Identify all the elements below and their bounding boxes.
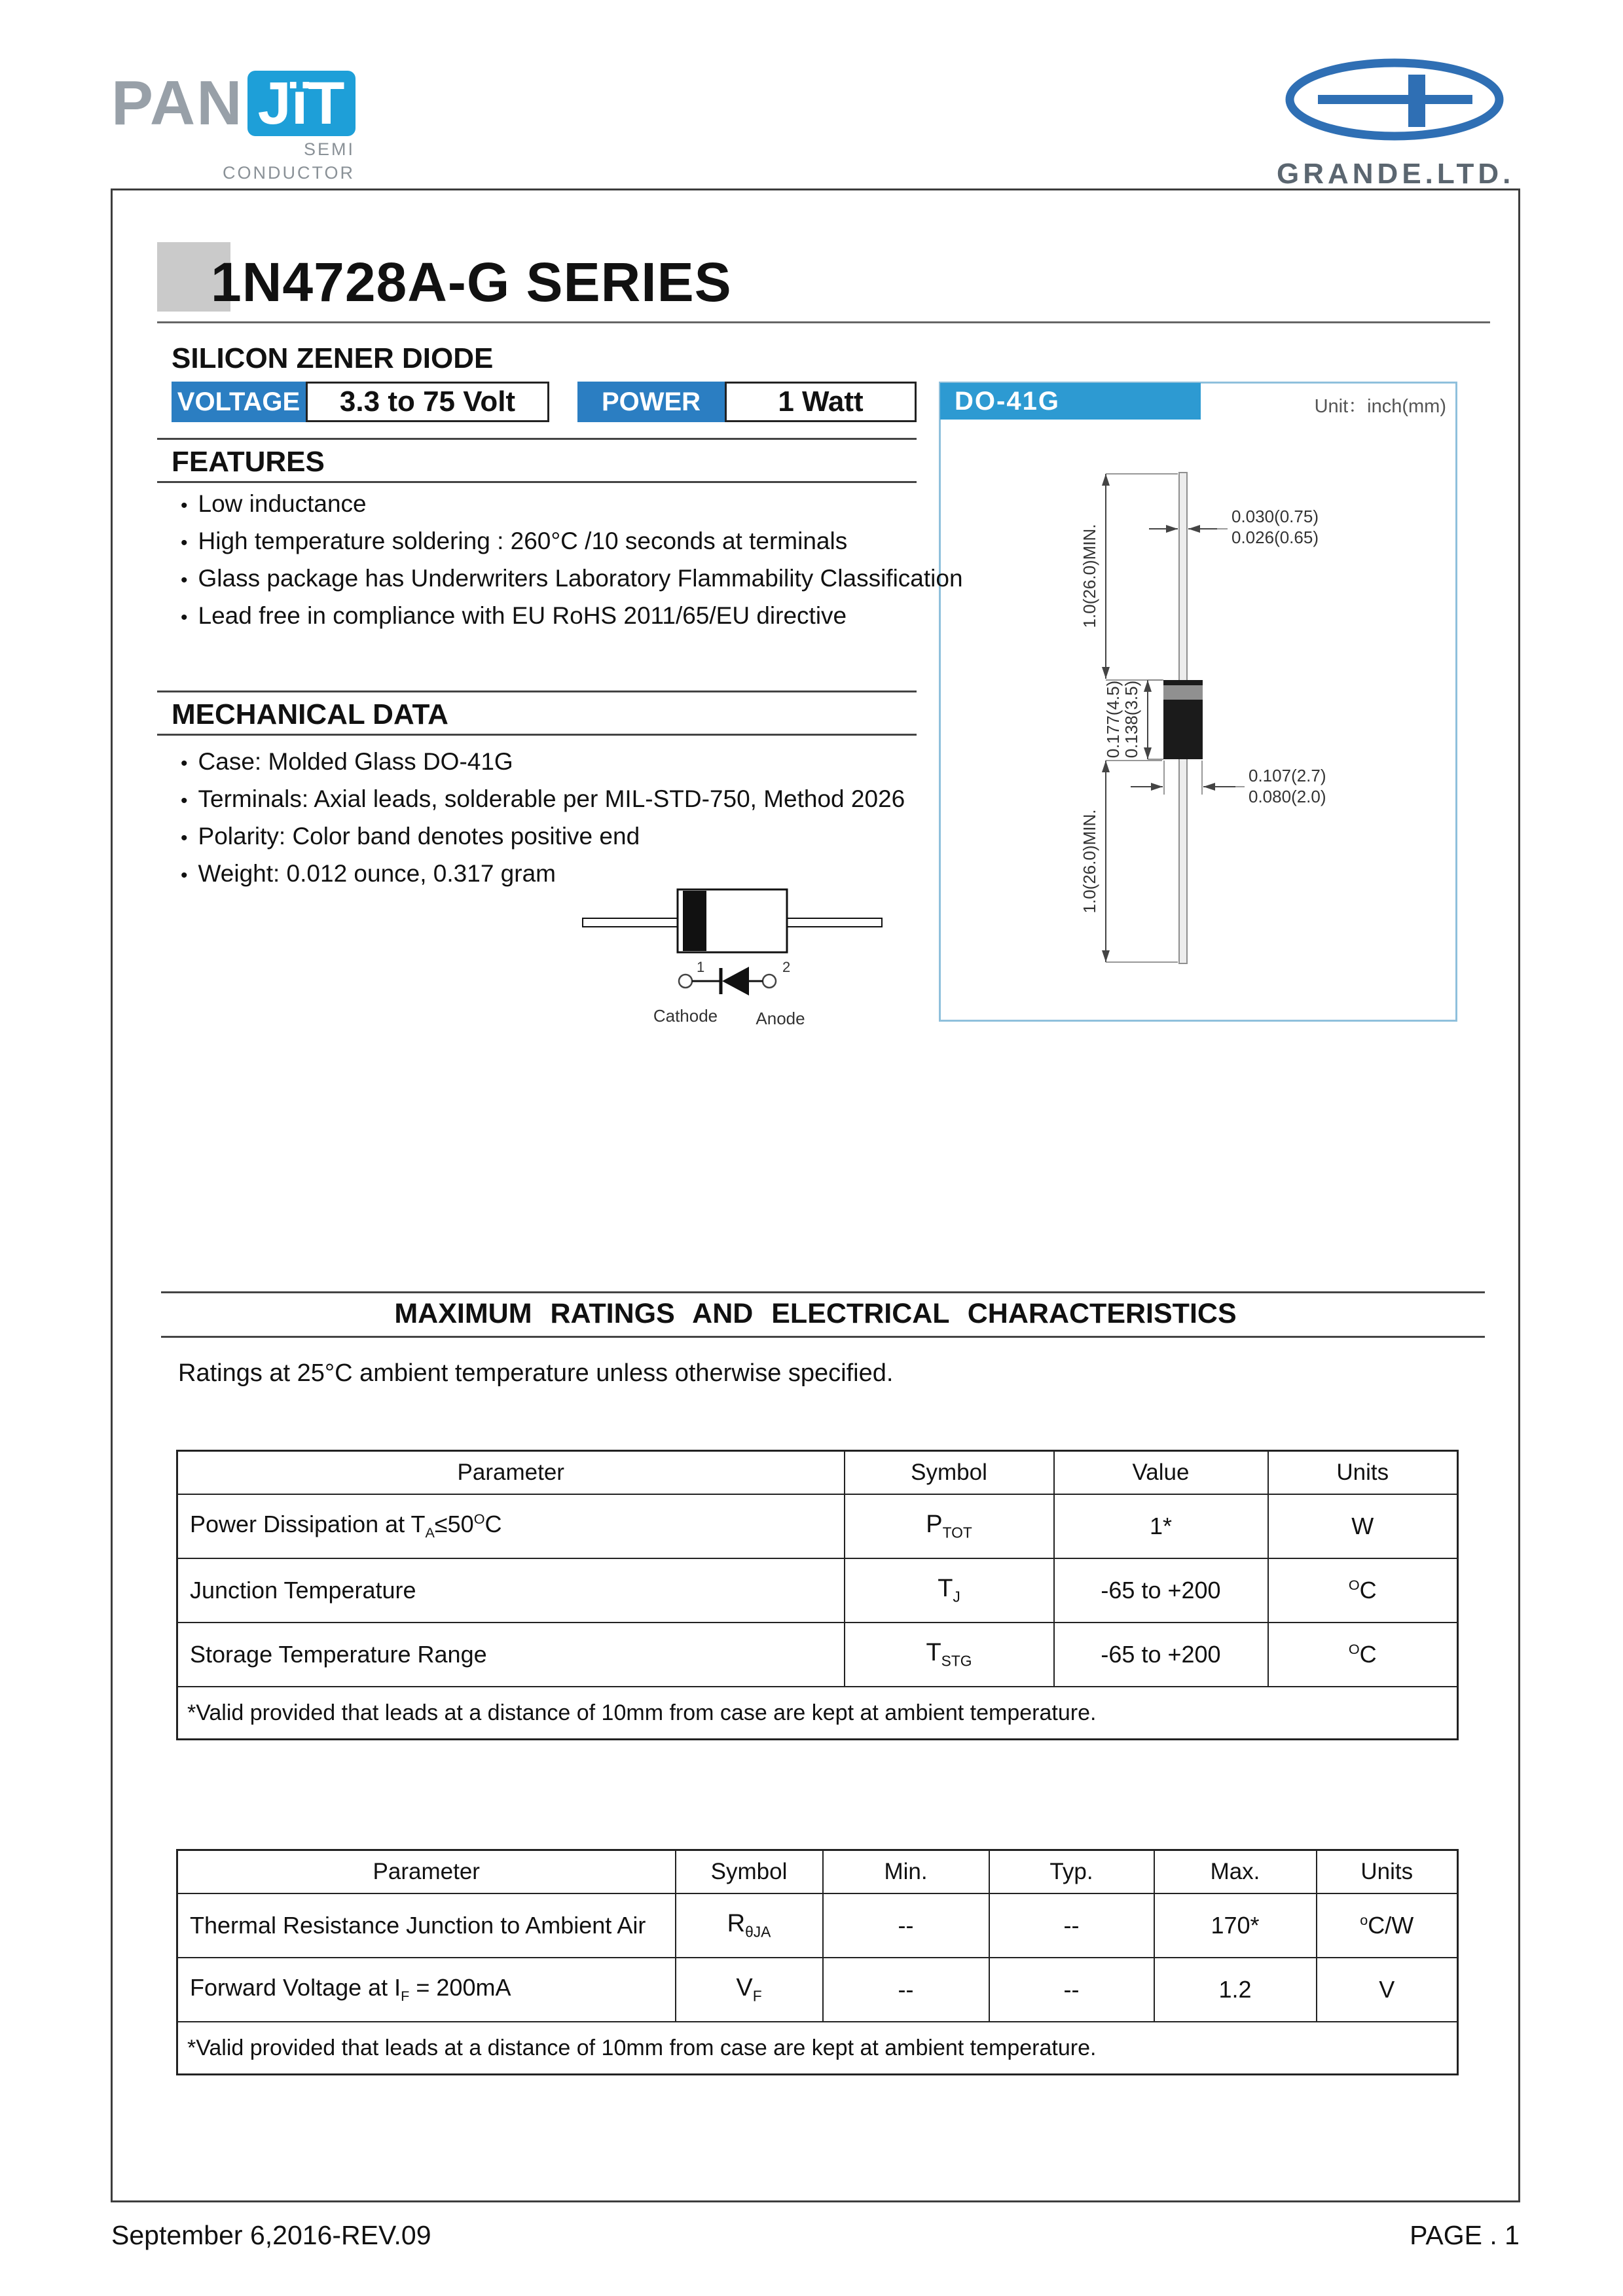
typ-thermal-resistance: -- bbox=[989, 1893, 1154, 1958]
package-panel bbox=[939, 382, 1457, 1022]
dim-body-dia-max-label: 0.107(2.7) bbox=[1249, 766, 1326, 785]
feature-item: • Lead free in compliance with EU RoHS 2011/65/EU directive bbox=[181, 598, 963, 636]
mechanical-item: • Case: Molded Glass DO-41G bbox=[181, 744, 905, 781]
dim-lead-dia-min-label: 0.026(0.65) bbox=[1231, 528, 1319, 547]
grande-logo bbox=[1277, 56, 1515, 190]
feature-item: • Low inductance bbox=[181, 486, 963, 524]
package-dimension-drawing bbox=[941, 420, 1455, 1019]
col-header-value: Value bbox=[1054, 1451, 1268, 1495]
typ-forward-voltage: -- bbox=[989, 1958, 1154, 2022]
package-name-bar: DO-41G bbox=[940, 383, 1201, 420]
mechanical-item: • Terminals: Axial leads, solderable per MIL-STD-750, Method 2026 bbox=[181, 781, 905, 819]
page-title: 1N4728A-G SERIES bbox=[211, 251, 732, 313]
value-storage-temperature: -65 to +200 bbox=[1054, 1623, 1268, 1687]
units-thermal-resistance: $^o$C/W bbox=[1317, 1893, 1458, 1958]
pin1-terminal bbox=[679, 975, 692, 988]
dim-lead-dia-max-label: 0.030(0.75) bbox=[1231, 507, 1319, 526]
table-footnote-row bbox=[177, 1687, 1458, 1740]
content-frame bbox=[111, 188, 1520, 2202]
table-row bbox=[177, 1558, 1458, 1623]
col-header-parameter: Parameter bbox=[177, 1451, 845, 1495]
features-heading: FEATURES bbox=[172, 446, 325, 478]
dim-body-length-max-label: 0.177(4.5) bbox=[1103, 680, 1123, 759]
ratings-rule-bottom bbox=[161, 1336, 1485, 1338]
diode-schematic-symbol bbox=[623, 961, 898, 1033]
col-header-min: Min. bbox=[823, 1850, 989, 1894]
table-header-row bbox=[177, 1451, 1458, 1495]
power-badge-label: POWER bbox=[577, 382, 725, 422]
features-rule-top bbox=[157, 438, 917, 440]
ratings-rule-top bbox=[161, 1291, 1485, 1293]
polarity-band bbox=[683, 891, 706, 951]
col-header-symbol: Symbol bbox=[676, 1850, 823, 1894]
min-thermal-resistance: -- bbox=[823, 1893, 989, 1958]
axial-package-pictogram bbox=[571, 876, 911, 961]
panjit-logo-semi-text: SEMI bbox=[303, 139, 355, 159]
grande-logo-icon bbox=[1280, 56, 1509, 153]
param-thermal-resistance: Thermal Resistance Junction to Ambient Air bbox=[177, 1893, 676, 1958]
units-forward-voltage: V bbox=[1317, 1958, 1458, 2022]
table-header-row bbox=[177, 1850, 1458, 1894]
voltage-badge-value: 3.3 to 75 Volt bbox=[306, 382, 549, 422]
col-header-typ: Typ. bbox=[989, 1850, 1154, 1894]
param-forward-voltage: Forward Voltage at $I_F = 200mA$ bbox=[177, 1958, 676, 2022]
ratings-heading: MAXIMUM RATINGS AND ELECTRICAL CHARACTERISTICS bbox=[394, 1298, 1237, 1329]
param-storage-temperature: Storage Temperature Range bbox=[177, 1623, 845, 1687]
power-badge-value: 1 Watt bbox=[725, 382, 917, 422]
symbol-rtheta-ja: $R_{\theta JA}$ bbox=[676, 1893, 823, 1958]
panjit-logo-pan-text: PAN bbox=[111, 68, 244, 138]
mechanical-rule-bottom bbox=[157, 734, 917, 736]
mechanical-item: • Weight: 0.012 ounce, 0.317 gram bbox=[181, 856, 905, 893]
mechanical-rule-top bbox=[157, 691, 917, 692]
col-header-max: Max. bbox=[1154, 1850, 1317, 1894]
table1-footnote: *Valid provided that leads at a distance of 10mm from case are kept at ambient temperature. bbox=[177, 1687, 1458, 1740]
table-row bbox=[177, 1494, 1458, 1558]
col-header-symbol: Symbol bbox=[845, 1451, 1054, 1495]
package-unit-note: Unit：inch(mm) bbox=[1314, 396, 1446, 417]
max-ratings-table-wrap bbox=[176, 1450, 1459, 1740]
pin2-terminal bbox=[763, 975, 776, 988]
min-forward-voltage: -- bbox=[823, 1958, 989, 2022]
anode-label: Anode bbox=[756, 1009, 805, 1028]
voltage-badge-label: VOLTAGE bbox=[172, 382, 306, 422]
col-header-units: Units bbox=[1317, 1850, 1458, 1894]
units-storage-temperature: $^O$C bbox=[1268, 1623, 1458, 1687]
characteristics-table bbox=[176, 1849, 1459, 2075]
mechanical-heading: MECHANICAL DATA bbox=[172, 698, 448, 730]
cathode-label: Cathode bbox=[653, 1006, 718, 1026]
footer-page-number: PAGE . 1 bbox=[1410, 2220, 1520, 2250]
table2-footnote: *Valid provided that leads at a distance of 10mm from case are kept at ambient temperature. bbox=[177, 2022, 1458, 2075]
title-rule bbox=[157, 321, 1490, 323]
dim-body-dia-min-label: 0.080(2.0) bbox=[1249, 787, 1326, 806]
characteristics-table-wrap bbox=[176, 1849, 1459, 2075]
max-forward-voltage: 1.2 bbox=[1154, 1958, 1317, 2022]
features-rule-bottom bbox=[157, 481, 917, 483]
max-thermal-resistance: 170* bbox=[1154, 1893, 1317, 1958]
symbol-vf: $V_F$ bbox=[676, 1958, 823, 2022]
footer-revision-date: September 6,2016-REV.09 bbox=[111, 2220, 431, 2250]
table-row bbox=[177, 1623, 1458, 1687]
dim-lead-top-label: 1.0(26.0)MIN. bbox=[1080, 524, 1099, 628]
param-junction-temperature: Junction Temperature bbox=[177, 1558, 845, 1623]
col-header-parameter: Parameter bbox=[177, 1850, 676, 1894]
units-junction-temperature: $^O$C bbox=[1268, 1558, 1458, 1623]
table-row bbox=[177, 1958, 1458, 2022]
panjit-logo-jit-box: JïT bbox=[247, 71, 356, 136]
value-power-dissipation: 1* bbox=[1054, 1494, 1268, 1558]
dim-body-length-min-label: 0.138(3.5) bbox=[1122, 680, 1141, 759]
feature-item: • Glass package has Underwriters Laboratory Flammability Classification bbox=[181, 561, 963, 598]
value-junction-temperature: -65 to +200 bbox=[1054, 1558, 1268, 1623]
max-ratings-table bbox=[176, 1450, 1459, 1740]
table-row bbox=[177, 1893, 1458, 1958]
symbol-ptot: $P_{TOT}$ bbox=[845, 1494, 1054, 1558]
pin1-label: 1 bbox=[697, 961, 705, 975]
dim-lead-bottom-label: 1.0(26.0)MIN. bbox=[1080, 809, 1099, 914]
param-power-dissipation: Power Dissipation at $T_A\le 50^OC$ bbox=[177, 1494, 845, 1558]
table-footnote-row bbox=[177, 2022, 1458, 2075]
feature-item: • High temperature soldering : 260°C /10 seconds at terminals bbox=[181, 524, 963, 561]
ratings-note: Ratings at 25°C ambient temperature unless otherwise specified. bbox=[178, 1359, 894, 1387]
cathode-band bbox=[1163, 685, 1203, 700]
pin2-label: 2 bbox=[782, 961, 791, 975]
panjit-logo bbox=[111, 68, 356, 183]
grande-company-name: GRANDE.LTD. bbox=[1277, 158, 1515, 190]
panjit-logo-conductor-text: CONDUCTOR bbox=[223, 163, 355, 183]
col-header-units: Units bbox=[1268, 1451, 1458, 1495]
features-list bbox=[181, 486, 963, 636]
mechanical-list bbox=[181, 744, 905, 893]
mechanical-item: • Polarity: Color band denotes positive end bbox=[181, 819, 905, 856]
units-power-dissipation: W bbox=[1268, 1494, 1458, 1558]
symbol-tj: $T_J$ bbox=[845, 1558, 1054, 1623]
symbol-tstg: $T_{STG}$ bbox=[845, 1623, 1054, 1687]
product-subtitle: SILICON ZENER DIODE bbox=[172, 342, 494, 374]
